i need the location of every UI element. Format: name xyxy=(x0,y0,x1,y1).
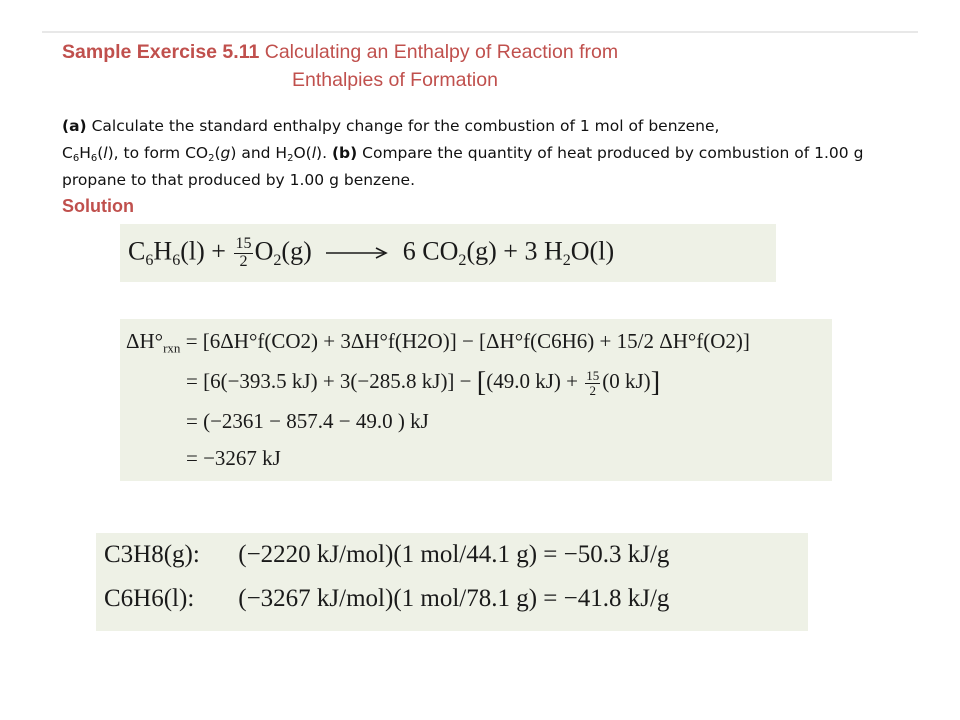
exercise-number: Sample Exercise 5.11 xyxy=(62,41,260,63)
subscript: 2 xyxy=(273,252,282,270)
plus-sign: + xyxy=(211,236,226,266)
part-a-label: (a) xyxy=(62,117,87,135)
text-h: H xyxy=(79,144,91,162)
dh-line-4: = −3267 kJ xyxy=(186,446,281,470)
slide-title xyxy=(62,38,618,94)
heat-calc: (−3267 kJ/mol)(1 mol/78.1 g) = −41.8 kJ/g xyxy=(238,585,670,612)
enthalpy-calculation xyxy=(120,319,832,481)
plus-sign: + xyxy=(503,236,518,266)
dh-expression: (0 kJ) xyxy=(602,369,651,393)
state-symbol: (g) xyxy=(466,236,497,266)
benzene-row xyxy=(104,585,669,613)
problem-text: ). xyxy=(316,144,328,162)
part-b-label: (b) xyxy=(331,144,358,162)
fraction xyxy=(585,369,600,397)
compound-label: C3H8(g): xyxy=(104,541,200,568)
numerator: 15 xyxy=(586,368,600,384)
subscript: 6 xyxy=(172,252,181,270)
solution-label: Solution xyxy=(62,196,134,216)
eq-text: O xyxy=(254,236,274,266)
combustion-equation xyxy=(120,224,776,282)
enthalpy-symbol: ΔH° xyxy=(126,329,164,353)
problem-text: Calculate the standard enthalpy change for the combustion of 1 mol of benzene, xyxy=(91,117,720,135)
dh-expression: (49.0 kJ) + xyxy=(486,369,578,393)
subscript: 2 xyxy=(458,252,467,270)
propane-row xyxy=(104,541,669,569)
problem-text: ), to form CO xyxy=(107,144,209,162)
denominator: 2 xyxy=(589,382,597,398)
denominator: 2 xyxy=(239,252,248,270)
subscript: 2 xyxy=(287,153,294,164)
reaction-arrow-icon xyxy=(326,247,388,259)
state-symbol: l xyxy=(311,144,317,162)
title-line-2: Enthalpies of Formation xyxy=(292,69,498,91)
problem-statement xyxy=(62,113,918,194)
eq-text: H xyxy=(153,236,173,266)
eq-text: 6 CO xyxy=(402,236,459,266)
title-line-1: Calculating an Enthalpy of Reaction from xyxy=(264,41,619,63)
heat-calc: (−2220 kJ/mol)(1 mol/44.1 g) = −50.3 kJ/g xyxy=(238,541,670,568)
heat-per-gram xyxy=(96,533,808,631)
dh-expression: = [6ΔH°f(CO2) + 3ΔH°f(H2O)] − [ΔH°f(C6H6) + 15/2 ΔH°f(O2)] xyxy=(185,329,750,353)
dh-line-3: = (−2361 − 857.4 − 49.0 ) kJ xyxy=(186,409,429,433)
equation-row xyxy=(128,236,614,271)
subscript: 6 xyxy=(90,153,98,164)
problem-text: O( xyxy=(293,144,312,162)
state-symbol: (l) xyxy=(180,236,205,266)
eq-text: C xyxy=(128,236,146,266)
coefficient-fraction xyxy=(234,236,252,271)
eq-text: 3 H xyxy=(524,236,563,266)
problem-text: ( xyxy=(97,144,104,162)
problem-text: Compare the quantity of heat produced by combustion of 1.00 g propane to that produced by 1.00 g benzene. xyxy=(62,144,864,189)
subscript: 2 xyxy=(208,153,215,164)
numerator: 15 xyxy=(235,235,252,252)
top-rule xyxy=(42,31,918,33)
state-symbol: (g) xyxy=(281,236,312,266)
text-c: C xyxy=(62,144,73,162)
bracket: [ xyxy=(476,366,487,398)
state-symbol: l xyxy=(103,144,108,162)
dh-line-2 xyxy=(186,366,661,398)
subscript: 6 xyxy=(145,252,154,270)
state-symbol: g xyxy=(220,144,231,162)
compound-label: C6H6(l): xyxy=(104,585,195,612)
subscript: 6 xyxy=(72,153,80,164)
eq-text: O(l) xyxy=(570,236,615,266)
dh-line-1 xyxy=(126,329,750,354)
problem-text: ( xyxy=(214,144,221,162)
bracket: ] xyxy=(650,366,661,398)
subscript: 2 xyxy=(562,252,571,270)
subscript: rxn xyxy=(163,340,181,356)
dh-expression: = [6(−393.5 kJ) + 3(−285.8 kJ)] − xyxy=(186,369,472,393)
problem-text: ) and H xyxy=(230,144,288,162)
